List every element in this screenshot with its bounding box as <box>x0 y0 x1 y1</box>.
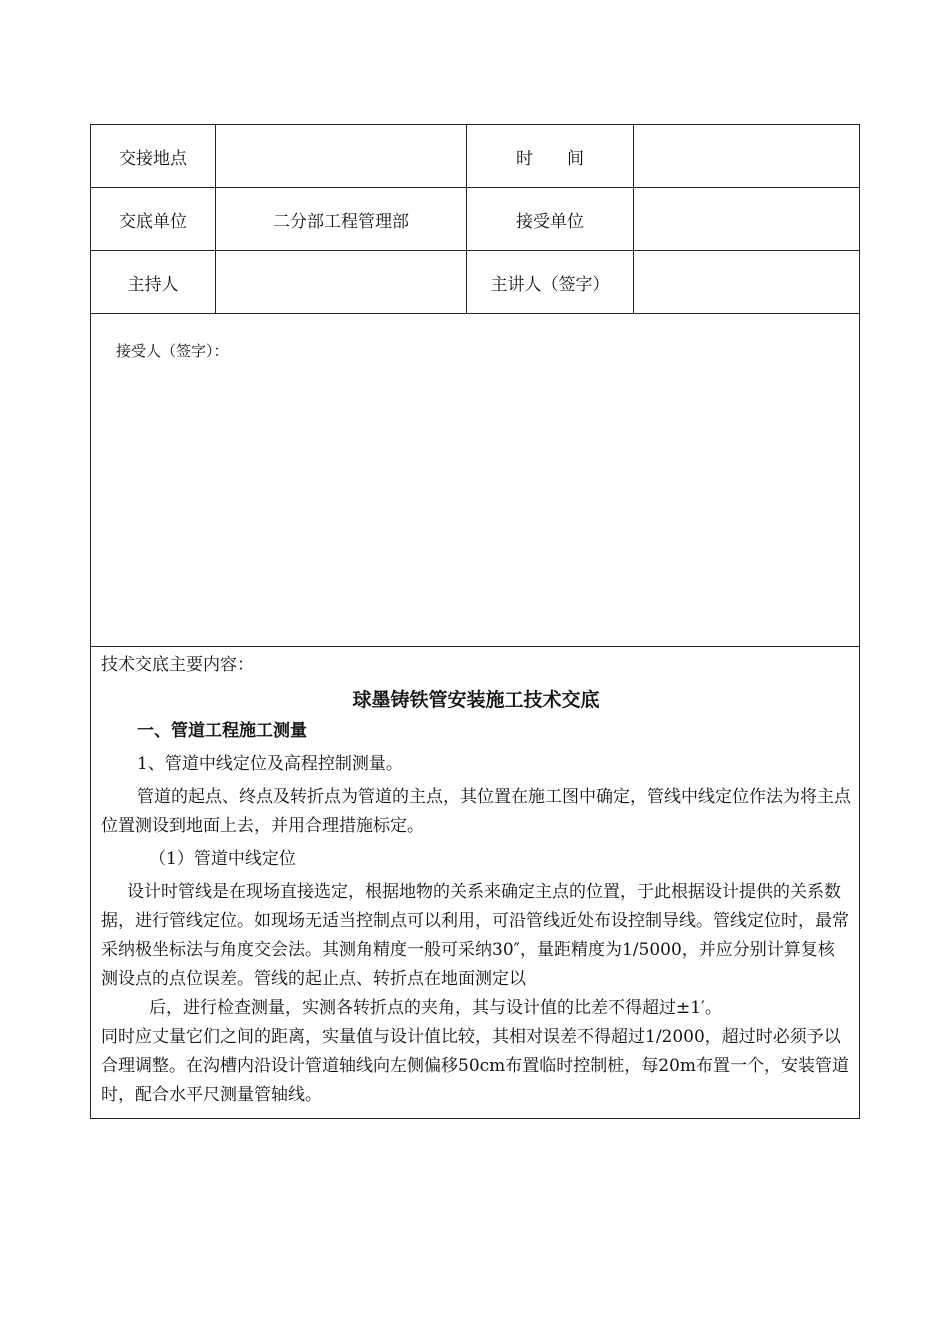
technical-content <box>91 647 859 1118</box>
receiver-label: 接受人（签字）： <box>116 342 229 360</box>
time-label: 时 间 <box>467 125 634 187</box>
host-value[interactable] <box>216 251 467 313</box>
location-value[interactable] <box>216 125 467 187</box>
section-heading: 一、管道工程施工测量 <box>137 721 307 741</box>
form-row-host <box>91 251 859 314</box>
paragraph-check: 后，进行检查测量，实测各转折点的夹角，其与设计值的比差不得超过±1′。 <box>149 998 722 1018</box>
handover-form <box>90 124 860 1119</box>
item-heading: 1、管道中线定位及高程控制测量。 <box>137 754 403 774</box>
receiver-signature-area[interactable] <box>91 314 859 647</box>
time-value[interactable] <box>634 125 859 187</box>
content-intro: 技术交底主要内容： <box>101 655 254 675</box>
subheading-centerline: （1）管道中线定位 <box>149 849 296 869</box>
form-row-unit <box>91 188 859 251</box>
host-label: 主持人 <box>91 251 216 313</box>
location-label: 交接地点 <box>91 125 216 187</box>
speaker-value[interactable] <box>634 251 859 313</box>
receiving-unit-value[interactable] <box>634 188 859 250</box>
paragraph-measure: 同时应丈量它们之间的距离，实量值与设计值比较，其相对误差不得超过1/2000，超过时必须予以合理调整。在沟槽内沿设计管道轴线向左侧偏移50cm布置临时控制桩，每20m布置一个，安装管道时，配合水平尺测量管轴线。 <box>101 1027 850 1105</box>
document-title: 球墨铸铁管安装施工技术交底 <box>352 689 600 711</box>
paragraph-main-points: 管道的起点、终点及转折点为管道的主点，其位置在施工图中确定，管线中线定位作法为将主点位置测设到地面上去，并用合理措施标定。 <box>101 787 851 836</box>
receiving-unit-label: 接受单位 <box>467 188 634 250</box>
issuing-unit-value[interactable]: 二分部工程管理部 <box>216 188 467 250</box>
issuing-unit-label: 交底单位 <box>91 188 216 250</box>
form-row-location <box>91 125 859 188</box>
speaker-label: 主讲人（签字） <box>467 251 634 313</box>
paragraph-positioning: 设计时管线是在现场直接选定，根据地物的关系来确定主点的位置，于此根据设计提供的关系数据，进行管线定位。如现场无适当控制点可以利用，可沿管线近处布设控制导线。管线定位时，最常采纳极坐标法与角度交会法。其测角精度一般可采纳30″，量距精度为1/5000，并应分别计算复核测设点的点位误差。管线的起止点、转折点在地面测定以 <box>101 882 849 989</box>
